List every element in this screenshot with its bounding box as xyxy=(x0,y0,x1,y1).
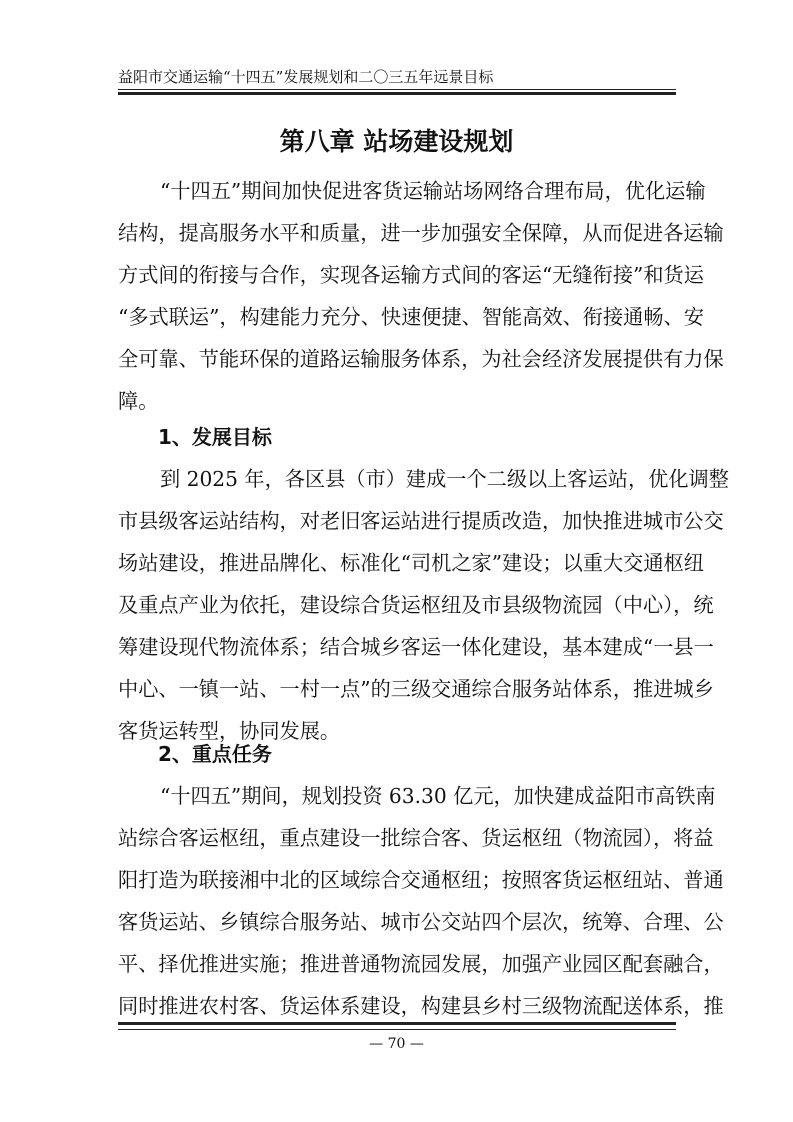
text-line: 筹建设现代物流体系；结合城乡客运一体化建设，基本建成“一县一 xyxy=(118,635,714,659)
text-line: 站综合客运枢纽，重点建设一批综合客、货运枢纽（物流园），将益 xyxy=(118,826,714,850)
running-header-title: 益阳市交通运输“十四五”发展规划和二〇三五年远景目标 xyxy=(118,68,494,86)
text-line: 全可靠、节能环保的道路运输服务体系，为社会经济发展提供有力保 xyxy=(118,347,724,371)
intro-paragraph xyxy=(118,170,724,422)
header-rule-thin xyxy=(118,89,676,90)
text-line: 同时推进农村客、货运体系建设，构建县乡村三级物流配送体系，推 xyxy=(118,994,724,1018)
text-line: 结构，提高服务水平和质量，进一步加强安全保障，从而促进各运输 xyxy=(118,221,724,245)
text-line: 客货运转型，协同发展。 xyxy=(118,719,341,743)
text-line: 客货运站、乡镇综合服务站、城市公交站四个层次，统筹、合理、公 xyxy=(118,910,724,934)
text-line: 及重点产业为依托，建设综合货运枢纽及市县级物流园（中心），统 xyxy=(118,593,714,617)
text-line: 场站建设，推进品牌化、标准化“司机之家”建设；以重大交通枢纽 xyxy=(118,551,704,575)
page-number: — 70 — xyxy=(369,1036,424,1052)
text-line: 障。 xyxy=(118,389,159,413)
section-heading: 1、发展目标 xyxy=(158,425,272,449)
section-2 xyxy=(118,733,724,1027)
text-line: 到 2025 年，各区县（市）建成一个二级以上客运站，优化调整 xyxy=(160,467,729,491)
text-line: 中心、一镇一站、一村一点”的三级交通综合服务站体系，推进城乡 xyxy=(118,677,714,701)
text-line: “多式联运”，构建能力充分、快速便捷、智能高效、衔接通畅、安 xyxy=(118,305,704,329)
footer-rule-thick xyxy=(118,1022,676,1025)
text-line: 平、择优推进实施；推进普通物流园发展，加强产业园区配套融合， xyxy=(118,952,724,976)
text-line: 阳打造为联接湘中北的区域综合交通枢纽；按照客货运枢纽站、普通 xyxy=(118,868,724,892)
text-line: 方式间的衔接与合作，实现各运输方式间的客运“无缝衔接”和货运 xyxy=(118,263,704,287)
text-line: “十四五”期间加快促进客货运输站场网络合理布局，优化运输 xyxy=(160,179,706,203)
header-rule-thick xyxy=(118,92,676,95)
section-1 xyxy=(118,416,729,752)
chapter-title: 第八章 站场建设规划 xyxy=(279,127,514,156)
text-line: 市县级客运站结构，对老旧客运站进行提质改造，加快推进城市公交 xyxy=(118,509,724,533)
footer-rule-thin xyxy=(118,1029,676,1030)
section-heading: 2、重点任务 xyxy=(158,742,272,766)
text-line: “十四五”期间，规划投资 63.30 亿元，加快建成益阳市高铁南 xyxy=(160,784,716,808)
